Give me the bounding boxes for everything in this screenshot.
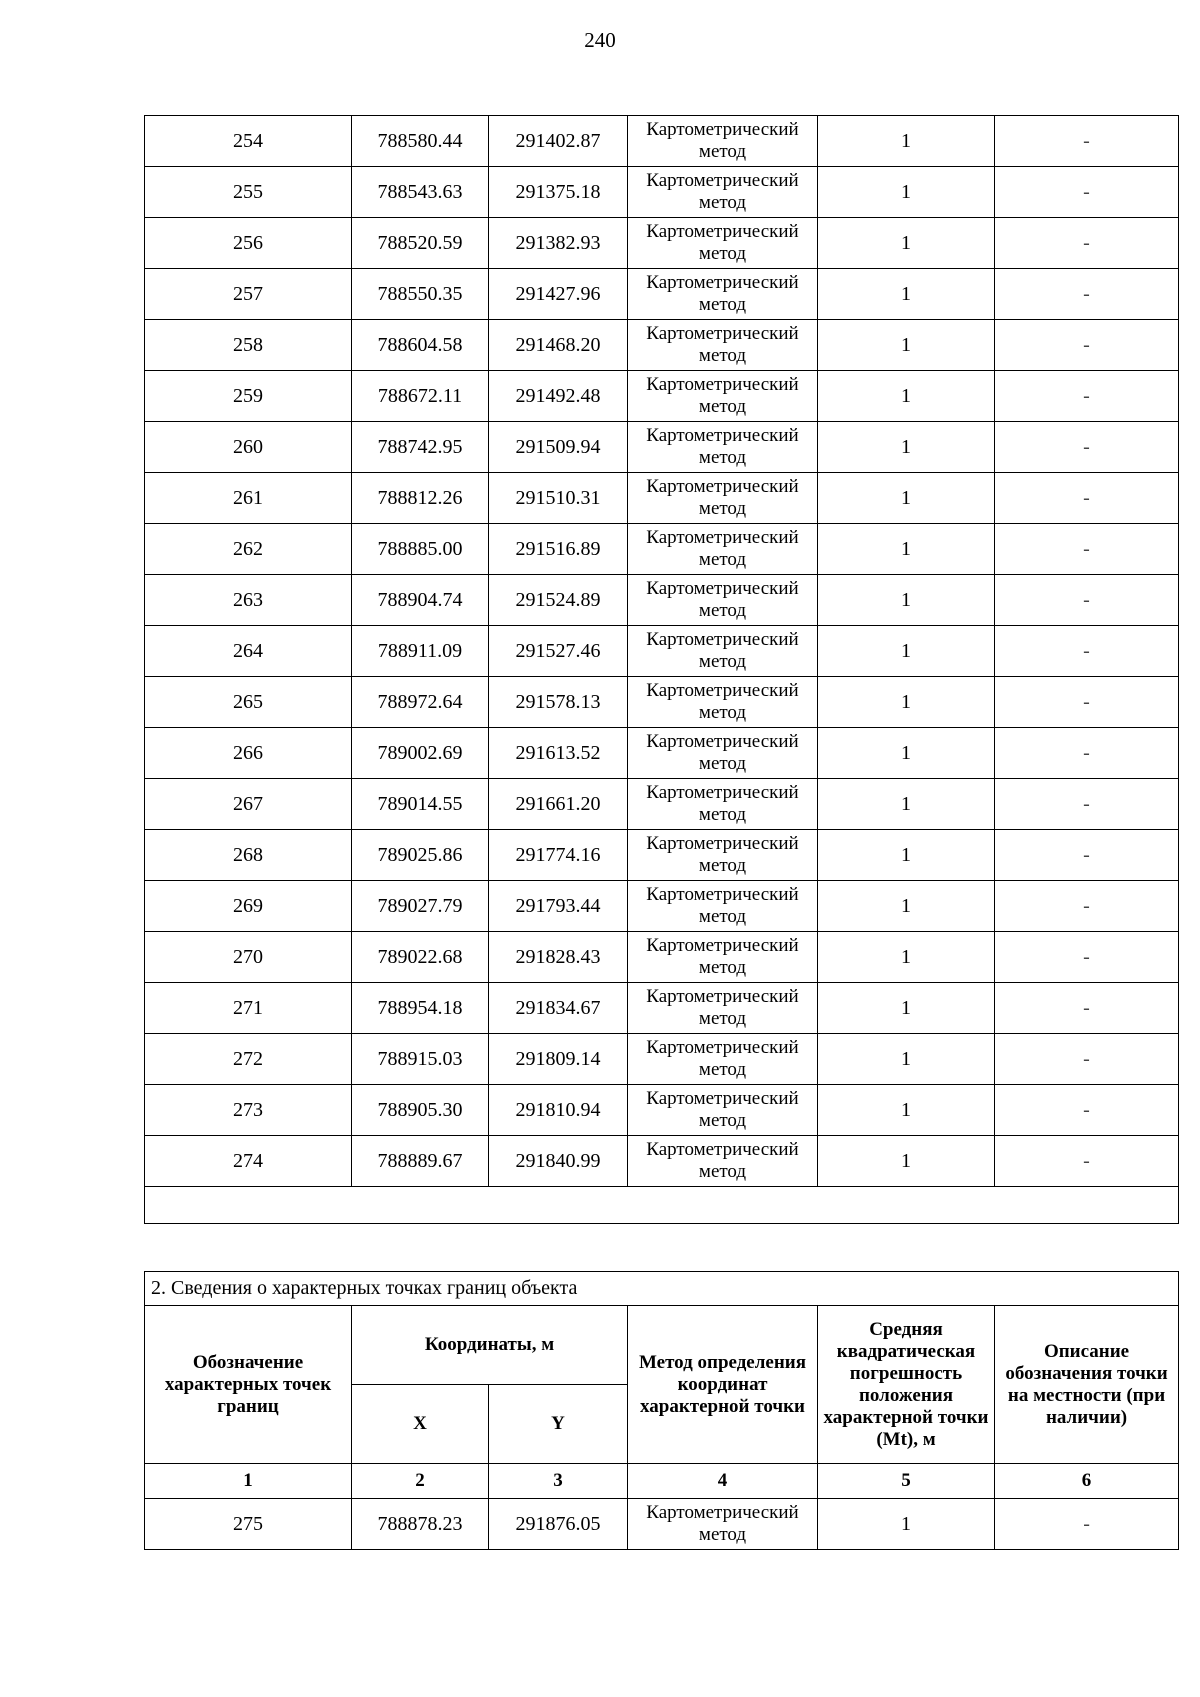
x-coordinate-cell: 789022.68 [352,932,489,983]
method-cell: Картометрический метод [628,116,818,167]
table-row [145,473,1179,524]
method-cell: Картометрический метод [628,830,818,881]
error-cell: 1 [818,881,995,932]
y-coordinate-cell: 291427.96 [489,269,628,320]
description-cell: - [995,167,1179,218]
table-row [145,983,1179,1034]
y-coordinate-cell: 291402.87 [489,116,628,167]
description-cell: - [995,116,1179,167]
x-coordinate-cell: 788580.44 [352,116,489,167]
point-id-cell: 258 [145,320,352,371]
y-coordinate-cell: 291661.20 [489,779,628,830]
header-coordinates: Координаты, м [352,1306,628,1385]
y-coordinate-cell: 291468.20 [489,320,628,371]
description-cell: - [995,218,1179,269]
table-row [145,932,1179,983]
table-row [145,116,1179,167]
point-id-cell: 261 [145,473,352,524]
table-row [145,422,1179,473]
column-number: 5 [818,1464,995,1499]
table-row [145,218,1179,269]
description-cell: - [995,575,1179,626]
error-cell: 1 [818,983,995,1034]
method-cell: Картометрический метод [628,320,818,371]
method-cell: Картометрический метод [628,1499,818,1550]
point-id-cell: 260 [145,422,352,473]
error-cell: 1 [818,626,995,677]
y-coordinate-cell: 291516.89 [489,524,628,575]
y-coordinate-cell: 291492.48 [489,371,628,422]
table-row [145,881,1179,932]
method-cell: Картометрический метод [628,1136,818,1187]
description-cell: - [995,932,1179,983]
method-cell: Картометрический метод [628,218,818,269]
coordinates-table-body [145,116,1179,1224]
table-caption: 2. Сведения о характерных точках границ объекта [145,1272,1179,1306]
x-coordinate-cell: 789014.55 [352,779,489,830]
column-number: 1 [145,1464,352,1499]
x-coordinate-cell: 788878.23 [352,1499,489,1550]
point-id-cell: 270 [145,932,352,983]
error-cell: 1 [818,677,995,728]
x-coordinate-cell: 788742.95 [352,422,489,473]
description-cell: - [995,371,1179,422]
method-cell: Картометрический метод [628,626,818,677]
description-cell: - [995,1136,1179,1187]
point-id-cell: 255 [145,167,352,218]
point-id-cell: 266 [145,728,352,779]
point-id-cell: 264 [145,626,352,677]
point-id-cell: 263 [145,575,352,626]
x-coordinate-cell: 788904.74 [352,575,489,626]
error-cell: 1 [818,830,995,881]
y-coordinate-cell: 291876.05 [489,1499,628,1550]
point-id-cell: 256 [145,218,352,269]
x-coordinate-cell: 789025.86 [352,830,489,881]
error-cell: 1 [818,1034,995,1085]
y-coordinate-cell: 291834.67 [489,983,628,1034]
method-cell: Картометрический метод [628,473,818,524]
point-id-cell: 265 [145,677,352,728]
description-cell: - [995,677,1179,728]
y-coordinate-cell: 291509.94 [489,422,628,473]
y-coordinate-cell: 291613.52 [489,728,628,779]
header-description: Описание обозначения точки на местности (при наличии) [995,1306,1179,1464]
error-cell: 1 [818,116,995,167]
y-coordinate-cell: 291382.93 [489,218,628,269]
description-cell: - [995,1499,1179,1550]
table-row [145,269,1179,320]
error-cell: 1 [818,473,995,524]
y-coordinate-cell: 291774.16 [489,830,628,881]
table-row [145,1034,1179,1085]
x-coordinate-cell: 788905.30 [352,1085,489,1136]
point-id-cell: 275 [145,1499,352,1550]
description-cell: - [995,983,1179,1034]
method-cell: Картометрический метод [628,1085,818,1136]
x-coordinate-cell: 788954.18 [352,983,489,1034]
method-cell: Картометрический метод [628,269,818,320]
point-id-cell: 272 [145,1034,352,1085]
method-cell: Картометрический метод [628,1034,818,1085]
x-coordinate-cell: 788911.09 [352,626,489,677]
empty-cell [145,1187,1179,1224]
description-cell: - [995,728,1179,779]
error-cell: 1 [818,1136,995,1187]
description-cell: - [995,473,1179,524]
table-row [145,830,1179,881]
description-cell: - [995,1034,1179,1085]
description-cell: - [995,779,1179,830]
x-coordinate-cell: 788885.00 [352,524,489,575]
header-method: Метод определения координат характерной точки [628,1306,818,1464]
point-id-cell: 254 [145,116,352,167]
y-coordinate-cell: 291810.94 [489,1085,628,1136]
table-row [145,371,1179,422]
x-coordinate-cell: 789027.79 [352,881,489,932]
error-cell: 1 [818,1085,995,1136]
method-cell: Картометрический метод [628,779,818,830]
error-cell: 1 [818,320,995,371]
method-cell: Картометрический метод [628,881,818,932]
error-cell: 1 [818,371,995,422]
error-cell: 1 [818,269,995,320]
description-cell: - [995,1085,1179,1136]
error-cell: 1 [818,932,995,983]
table-row [145,1499,1179,1550]
method-cell: Картометрический метод [628,371,818,422]
table-row [145,1136,1179,1187]
point-id-cell: 259 [145,371,352,422]
header-x: X [352,1385,489,1464]
column-number: 6 [995,1464,1179,1499]
point-id-cell: 262 [145,524,352,575]
point-id-cell: 257 [145,269,352,320]
x-coordinate-cell: 788915.03 [352,1034,489,1085]
point-id-cell: 274 [145,1136,352,1187]
column-number: 2 [352,1464,489,1499]
y-coordinate-cell: 291524.89 [489,575,628,626]
table-row [145,167,1179,218]
empty-row [145,1187,1179,1224]
point-id-cell: 267 [145,779,352,830]
header-y: Y [489,1385,628,1464]
column-number: 4 [628,1464,818,1499]
coordinates-table-continued [144,115,1179,1224]
x-coordinate-cell: 788543.63 [352,167,489,218]
point-id-cell: 273 [145,1085,352,1136]
error-cell: 1 [818,167,995,218]
description-cell: - [995,830,1179,881]
point-id-cell: 269 [145,881,352,932]
table-row [145,524,1179,575]
error-cell: 1 [818,422,995,473]
x-coordinate-cell: 788972.64 [352,677,489,728]
y-coordinate-cell: 291840.99 [489,1136,628,1187]
table-row [145,320,1179,371]
x-coordinate-cell: 788604.58 [352,320,489,371]
boundary-points-table-body [145,1499,1179,1550]
y-coordinate-cell: 291510.31 [489,473,628,524]
description-cell: - [995,524,1179,575]
table-row [145,728,1179,779]
method-cell: Картометрический метод [628,932,818,983]
table-row [145,677,1179,728]
method-cell: Картометрический метод [628,728,818,779]
description-cell: - [995,422,1179,473]
header-point: Обозначение характерных точек границ [145,1306,352,1464]
method-cell: Картометрический метод [628,983,818,1034]
x-coordinate-cell: 788889.67 [352,1136,489,1187]
description-cell: - [995,626,1179,677]
y-coordinate-cell: 291578.13 [489,677,628,728]
page-number: 240 [584,28,616,52]
error-cell: 1 [818,524,995,575]
boundary-points-table [144,1271,1179,1550]
error-cell: 1 [818,218,995,269]
y-coordinate-cell: 291527.46 [489,626,628,677]
error-cell: 1 [818,575,995,626]
table-row [145,626,1179,677]
y-coordinate-cell: 291375.18 [489,167,628,218]
y-coordinate-cell: 291793.44 [489,881,628,932]
error-cell: 1 [818,728,995,779]
method-cell: Картометрический метод [628,167,818,218]
description-cell: - [995,269,1179,320]
point-id-cell: 271 [145,983,352,1034]
method-cell: Картометрический метод [628,524,818,575]
point-id-cell: 268 [145,830,352,881]
y-coordinate-cell: 291828.43 [489,932,628,983]
column-number: 3 [489,1464,628,1499]
x-coordinate-cell: 788520.59 [352,218,489,269]
header-error: Средняя квадратическая погрешность положения характерной точки (Mt), м [818,1306,995,1464]
x-coordinate-cell: 788672.11 [352,371,489,422]
table-row [145,779,1179,830]
table-row [145,1085,1179,1136]
method-cell: Картометрический метод [628,677,818,728]
error-cell: 1 [818,1499,995,1550]
table-row [145,575,1179,626]
x-coordinate-cell: 789002.69 [352,728,489,779]
x-coordinate-cell: 788550.35 [352,269,489,320]
error-cell: 1 [818,779,995,830]
method-cell: Картометрический метод [628,422,818,473]
x-coordinate-cell: 788812.26 [352,473,489,524]
description-cell: - [995,320,1179,371]
description-cell: - [995,881,1179,932]
method-cell: Картометрический метод [628,575,818,626]
y-coordinate-cell: 291809.14 [489,1034,628,1085]
